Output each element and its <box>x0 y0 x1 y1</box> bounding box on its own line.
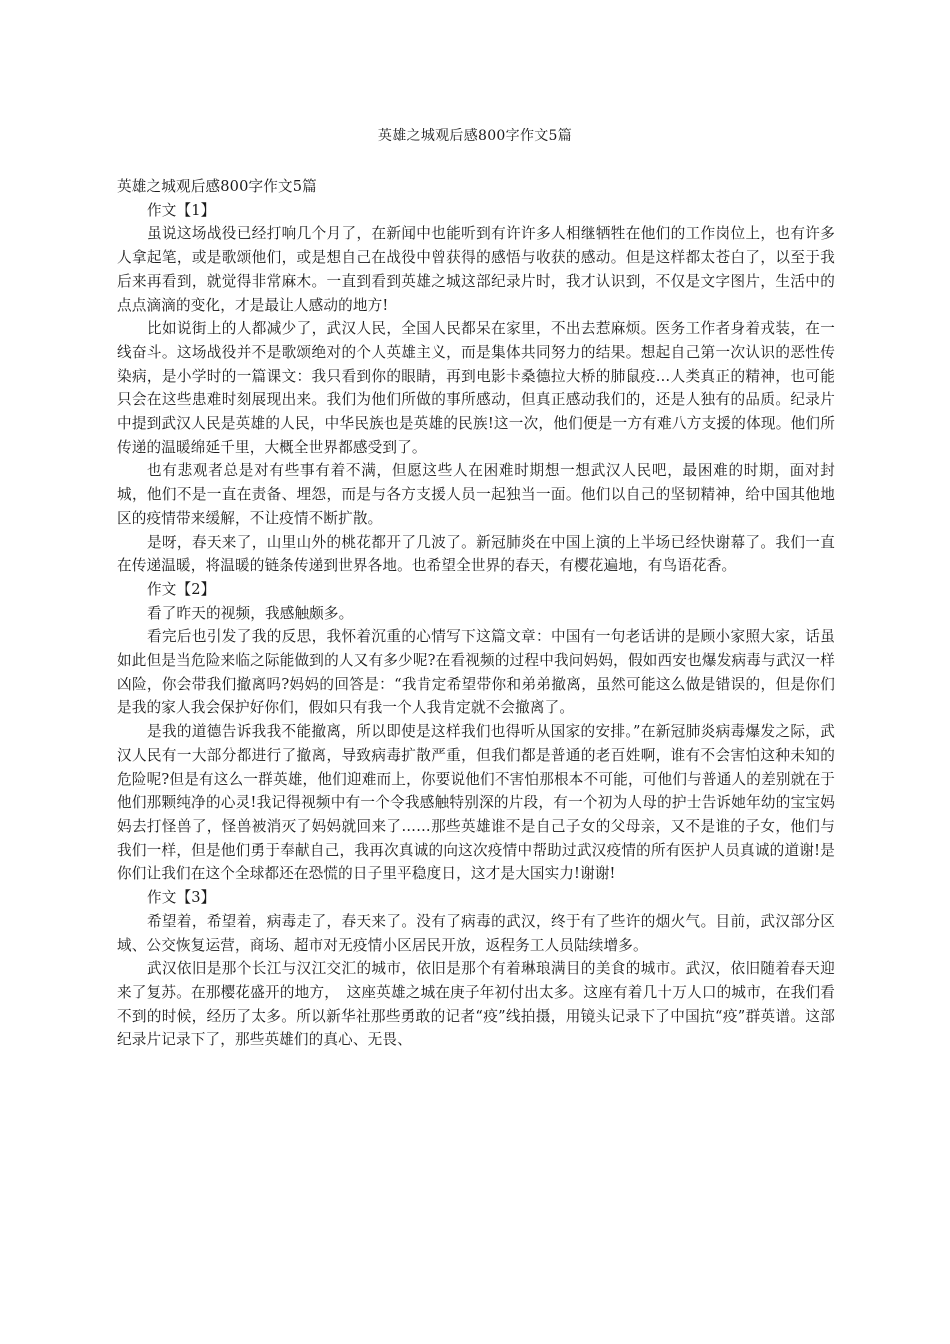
document-body <box>117 175 835 1052</box>
essay-heading-3: 作文【3】 <box>147 889 216 907</box>
essay-heading-1: 作文【1】 <box>147 201 216 219</box>
essay-heading-2: 作文【2】 <box>147 580 216 598</box>
paragraph: 看了昨天的视频，我感触颇多。 <box>147 604 354 622</box>
document-subtitle: 英雄之城观后感800字作文5篇 <box>117 178 317 195</box>
paragraph: 是呀，春天来了，山里山外的桃花都开了几波了。新冠肺炎在中国上演的上半场已经快谢幕了。我们一直在传递温暖，将温暖的链条传递到世界各地。也希望全世界的春天，有樱花遍地，有鸟语花香。 <box>117 533 835 575</box>
paragraph: 虽说这场战役已经打响几个月了，在新闻中也能听到有许许多人相继牺牲在他们的工作岗位上，也有许多人拿起笔，或是歌颂他们，或是想自己在战役中曾获得的感悟与收获的感动。但是这样都太苍白了，以至于我后来再看到，就觉得非常麻木。一直到看到英雄之城这部纪录片时，我才认识到，不仅是文字图片，生活中的点点滴滴的变化，才是最让人感动的地方! <box>117 225 835 314</box>
paragraph: 是我的道德告诉我我不能撤离，所以即使是这样我们也得听从国家的安排。”在新冠肺炎病毒爆发之际，武汉人民有一大部分都进行了撤离，导致病毒扩散严重，但我们都是普通的老百姓啊，谁有不会害怕这种未知的危险呢?但是有这么一群英雄，他们迎难而上，你要说他们不害怕那根本不可能，可他们与普通人的差别就在于他们那颗纯净的心灵!我记得视频中有一个令我感触特别深的片段，有一个初为人母的护士告诉她年幼的宝宝妈妈去打怪兽了，怪兽被消灭了妈妈就回来了……那些英雄谁不是自己子女的父母亲，又不是谁的子女，他们与我们一样，但是他们勇于奉献自己，我再次真诚的向这次疫情中帮助过武汉疫情的所有医护人员真诚的道谢!是你们让我们在这个全球都还在恐慌的日子里平稳度日，这才是大国实力!谢谢! <box>117 723 835 883</box>
paragraph: 比如说街上的人都减少了，武汉人民，全国人民都呆在家里，不出去惹麻烦。医务工作者身着戎装，在一线奋斗。这场战役并不是歌颂绝对的个人英雄主义，而是集体共同努力的结果。想起自己第一次认识的恶性传染病，是小学时的一篇课文：我只看到你的眼睛，再到电影卡桑德拉大桥的肺鼠疫…人类真正的精神，也可能只会在这些患难时刻展现出来。我们为他们所做的事所感动，但真正感动我们的，还是人独有的品质。纪录片中提到武汉人民是英雄的人民，中华民族也是英雄的民族!这一次，他们便是一方有难八方支援的体现。他们所传递的温暖绵延千里，大概全世界都感受到了。 <box>117 320 835 456</box>
document-title: 英雄之城观后感800字作文5篇 <box>377 128 573 144</box>
paragraph: 武汉依旧是那个长江与汉江交汇的城市，依旧是那个有着琳琅满目的美食的城市。武汉，依旧随着春天迎来了复苏。在那樱花盛开的地方， 这座英雄之城在庚子年初付出太多。这座有着几十万人口的城市，在我们看不到的时候，经历了太多。所以新华社那些勇敢的记者“疫”线拍摄，用镜头记录下了中国抗“疫”群英谱。这部纪录片记录下了，那些英雄们的真心、无畏、 <box>117 960 835 1049</box>
paragraph: 看完后也引发了我的反思，我怀着沉重的心情写下这篇文章：中国有一句老话讲的是顾小家照大家，话虽如此但是当危险来临之际能做到的人又有多少呢?在看视频的过程中我问妈妈，假如西安也爆发病毒与武汉一样凶险，你会带我们撤离吗?妈妈的回答是：“我肯定希望带你和弟弟撤离，虽然可能这么做是错误的，但是你们是我的家人我会保护好你们，假如只有我一个人我肯定就不会撤离了。 <box>117 628 835 717</box>
paragraph: 也有悲观者总是对有些事有着不满，但愿这些人在困难时期想一想武汉人民吧，最困难的时期，面对封城，他们不是一直在责备、埋怨，而是与各方支援人员一起独当一面。他们以自己的坚韧精神，给中国其他地区的疫情带来缓解，不让疫情不断扩散。 <box>117 462 835 527</box>
paragraph: 希望着，希望着，病毒走了，春天来了。没有了病毒的武汉，终于有了些许的烟火气。目前，武汉部分区域、公交恢复运营，商场、超市对无疫情小区居民开放，返程务工人员陆续增多。 <box>117 912 835 954</box>
